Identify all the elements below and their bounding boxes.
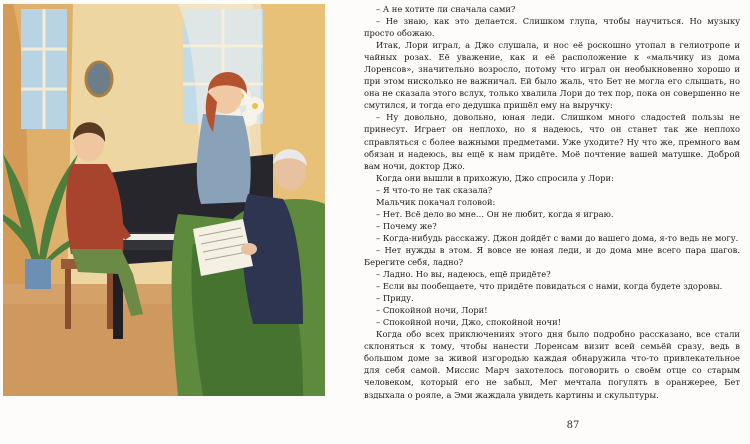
page-number: 87 xyxy=(566,420,580,431)
paragraph: Когда они вышли в прихожую, Джо спросила у Лори: xyxy=(376,172,614,183)
paragraph: – Ну довольно, довольно, юная леди. Слишком много сладостей пользы не принесут. Играет он неплохо, но я надеюсь, что он станет так же неплохо справляться с более важными предметами. Уже уходите? Ну что же, премного вам обязан и надеюсь, вы ещё к нам придёте. Моё почтение вашей матушке. Доброй вам ночи, доктор Джо. xyxy=(364,112,740,171)
illustration-artwork xyxy=(3,4,325,396)
paragraph: – Если вы пообещаете, что придёте повидаться с нами, когда будете здоровы. xyxy=(376,281,723,292)
paragraph: – Спокойной ночи, Джо, спокойной ночи! xyxy=(376,317,562,328)
paragraph: – Не знаю, как это делается. Слишком глупа, чтобы научиться. Но музыку просто обожаю. xyxy=(364,16,740,39)
paragraph: – Приду. xyxy=(376,293,414,304)
paragraph: – А не хотите ли сначала сами? xyxy=(376,4,516,14)
paragraph: – Нет нужды в этом. Я вовсе не юная леди, и до дома мне всего пара шагов. Берегите себя, ладно? xyxy=(364,244,740,267)
paragraph: – Я что-то не так сказала? xyxy=(376,184,493,195)
text-column xyxy=(364,3,740,401)
paragraph: – Почему же? xyxy=(376,220,437,231)
paragraph: Итак, Лори играл, а Джо слушала, и нос её роскошно утопал в гелиотропе и чайных розах. Её уважение, как и её расположение к «мальчику из дома Лоренсов», значительно возросло, потому что играл он необыкновенно хорошо и при этом нисколько не важничал. Ей было жаль, что Бет не могла его слышать, но она не сказала этого вслух, только хвалила Лори до тех пор, пока он совершенно не смутился, и тогда его дедушка пришёл ему на выручку: xyxy=(364,40,740,111)
paragraph: Мальчик покачал головой: xyxy=(376,196,496,207)
paragraph: – Нет. Всё дело во мне… Он не любит, когда я играю. xyxy=(376,208,614,219)
illustration xyxy=(3,4,325,396)
paragraph: – Ладно. Но вы, надеюсь, ещё придёте? xyxy=(376,269,551,280)
paragraph: – Когда-нибудь расскажу. Джон дойдёт с вами до вашего дома, я-то ведь не могу. xyxy=(376,232,739,243)
paragraph: – Спокойной ночи, Лори! xyxy=(376,305,488,316)
paragraph: Когда обо всех приключениях этого дня было подробно рассказано, все стали склоняться к тому, чтобы нанести Лоренсам визит всей семьёй сразу, ведь в большом доме за живой изгородью каждая обнаружила что-то привлекательное для себя самой. Миссис Марч захотелось поговорить о своём отце со старым человеком, который его не забыл, Мег мечтала погулять в оранжерее, Бет вздыхала о рояле, а Эми жаждала увидеть картины и скульптуры. xyxy=(364,329,740,400)
